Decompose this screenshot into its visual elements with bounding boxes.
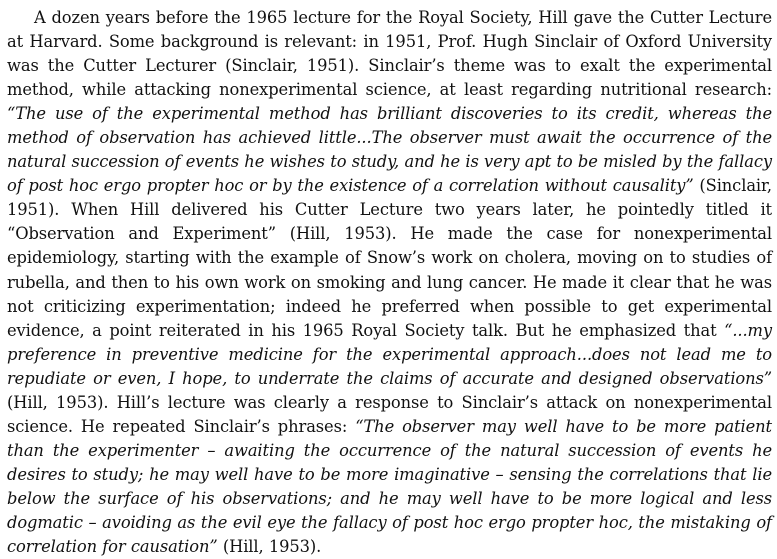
text-segment: (Hill, 1953). Hill’s lecture was clearly a response to Sinclair’s attack on nonexperimental science. He repeated Sinclair’s phrases: — [7, 392, 772, 436]
text-segment: (Sinclair, 1951). When Hill delivered his Cutter Lecture two years later, he pointedly titled it “Observation and Experiment” (Hill, 1953). He made the case for nonexperimental epidemiology, starting with the example of Snow’s work on cholera, moving on to studies of rubella, and then to his own work on smoking and lung cancer. He made it clear that he was not criticizing experimentation; indeed he preferred when possible to get experimental evidence, a point reiterated in his 1965 Royal Society talk. But he emphasized that — [7, 176, 772, 340]
text-segment: A dozen years before the 1965 lecture for the Royal Society, Hill gave the Cutter Lecture at Harvard. Some background is relevant: in 1951, Prof. Hugh Sinclair of Oxford University was the Cutter Lecturer (Sinclair, 1951). Sinclair’s theme was to exalt the experimental method, while attacking nonexperimental science, at least regarding nutritional research: — [7, 8, 772, 100]
document-body — [7, 6, 772, 559]
paragraph — [7, 6, 772, 559]
sinclair-quote: “The use of the experimental method has brilliant discoveries to its credit, whereas the method of observation has achieved little...The observer must await the occurrence of the natural succession of events he wishes to study, and he is very apt to be misled by the fallacy of post hoc ergo propter hoc or by the existence of a correlation without causality” — [7, 104, 772, 196]
hill-quote-observer: “The observer may well have to be more patient than the experimenter – awaiting the occurrence of the natural succession of events he desires to study; he may well have to be more imaginative – sensing the correlations that lie below the surface of his observations; and he may well have to be more logical and less dogmatic – avoiding as the evil eye the fallacy of post hoc ergo propter hoc, the mistaking of correlation for causation” — [7, 416, 772, 557]
text-segment: (Hill, 1953). — [217, 537, 322, 557]
hill-quote-preference: “...my preference in preventive medicine for the experimental approach...does not lead me to repudiate or even, I hope, to underrate the claims of accurate and designed observations” — [7, 320, 772, 388]
